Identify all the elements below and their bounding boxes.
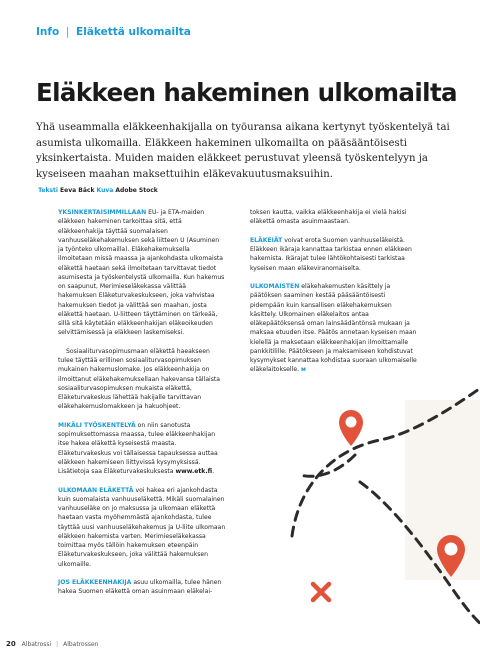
paragraph-rubric: ELÄKEIÄT [250, 236, 283, 244]
end-mark-icon: ᴍ [300, 366, 306, 374]
paragraph-text: Sosiaaliturvasopimusmaan eläkettä haeakseen tulee täyttää erillinen sosiaaliturvasopimuksen mukainen hakemuslomake. Jos eläkkeenhakija on ilmoittanut eläkehakemuksellaan hakevansa tällaista sosiaaliturvasopimuksen mukaista eläkettä, Eläketurvakeskus lähettää hakijalle tarvittavan eläkehakemuslomakkeen ja hakuohjeet. [58, 347, 221, 411]
credit-photo-source: Adobe Stock [115, 187, 158, 194]
paragraph-text: toksen kautta, vaikka eläkkeenhakija ei vielä hakisi eläkettä omasta asuinmaastaan. [250, 209, 407, 226]
lead-text: Yhä useammalla eläkkeenhakijalla on työuransa aikana kertynyt työskentelyä tai asumista ulkomailla. Eläkkeen hakeminen ulkomailta on pääsääntöisesti yksinkertaista. Muiden maiden eläkkeet perustuvat yleensä työskentelyyn ja kyseiseen maahan maksettuihin eläkevakuutusmaksuihin. [36, 122, 450, 180]
paragraph [58, 421, 226, 477]
location-pin-icon [437, 535, 465, 577]
paragraph-rubric: ULKOMAAN ELÄKETTÄ [58, 486, 134, 494]
article-column-right [250, 208, 418, 384]
magazine-name: Albatrossi [21, 641, 52, 648]
article-lead [36, 120, 456, 199]
paragraph [250, 208, 418, 227]
dashed-route-path-3 [300, 455, 355, 476]
page-footer [6, 640, 98, 648]
footer-separator: | [56, 641, 59, 648]
magazine-name-sv: Albatrossen [63, 641, 99, 648]
section-topic: Eläkettä ulkomailta [76, 26, 191, 38]
paragraph [250, 282, 418, 375]
paragraph-text: asuu ulkomailla, tulee hänen hakea Suomen eläkettä oman asuinmaan eläkelai- [58, 579, 222, 596]
credit-photo-label: Kuva [96, 187, 114, 194]
etk-link[interactable]: www.etk.fi [175, 468, 213, 475]
paragraph-text: voi hakea eri ajankohdasta kuin suomalaista vanhuuseläkettä. Mikäli suomalainen vanhuuseläke on jo maksussa ja ulkomaan eläkettä haetaan vasta myöhemmästä ajankohdasta, tulee täyttää uusi vanhuuseläkehakemus ja U-liite ulkomaan eläkkeen hakemista varten. Merimieseläkekassa toimittaa myös tällöin hakemuksen eteenpäin Eläketurvakeskukseen, joka välittää hakemuksen ulkomaille. [58, 486, 226, 568]
paragraph [58, 208, 226, 338]
credit-text-author: Eeva Bäck [60, 187, 95, 194]
paragraph-text: voivat erota Suomen vanhuuseläkeistä. Eläkkeen ikäraja kannattaa tarkistaa ennen eläkkeen hakemista. Ikärajat tulee lähtökohtaisesti tarkistaa kyseisen maan eläkeviranomaiselta. [250, 236, 412, 272]
location-pin-icon [339, 410, 363, 446]
section-label: Info [36, 26, 60, 38]
paragraph-text: eläkehakemusten käsittely ja päätöksen saaminen kestää pääsääntöisesti pidempään kuin kansallisen eläkehakemuksen käsittely. Ulkomainen eläkelaitos antaa eläkepäätöksensä oman lainsäädäntönsä mukaan ja maksaa etuuden itse. Päätös annetaan kyseisen maan kielellä ja maksetaan eläkkeenhakijan ilmoittamalle pankkitilille. Päätökseen ja maksamiseen kohdistuvat kysymykset kannattaa kohdistaa suoraan ulkomaiselle eläkelaitokselle. [250, 283, 417, 374]
map-paper-background [405, 400, 480, 580]
dashed-route-path-1 [292, 385, 480, 536]
article-column-left [58, 208, 226, 606]
paragraph-text: EU- ja ETA-maiden eläkkeen hakeminen tarkoittaa sitä, että eläkkeenhakija täyttää suomalaisen vanhuuseläkehakemuksen sekä liitteen U (Asuminen ja työnteko ulkomailla). Eläkehakemuksella ilmoitetaan missä maassa ja ajankohdasta ulkomaista eläkettä haetaan sekä ilmoitetaan tarvittavat tiedot asumisesta ja työskentelystä ulkomailla. Kun hakemus on saapunut, Merimieseläkekassa välittää hakemuksen Eläketurvakeskukseen, joka vahvistaa hakemuksen tiedot ja välittää sen maahan, josta eläkettä haetaan. U-liitteen täyttäminen on tärkeää, sillä sitä käytetään eläkkeenhakijan eläkeoikeuden selvittämisessä ja eläkkeen laskemiseksi. [58, 209, 225, 337]
paragraph [58, 486, 226, 569]
paragraph [250, 236, 418, 273]
x-marker-icon [313, 584, 329, 600]
paragraph [58, 347, 226, 412]
section-header [36, 26, 191, 38]
paragraph-text: on niin sanotusta sopimuksettomassa maassa, tulee eläkkeenhakijan itse hakea eläkettä kyseisestä maasta. Eläketurvakeskus voi tällaisessa tapauksessa auttaa eläkkeen hakemiseen liittyvissä kysymyksissä. Lisätietoja saa Eläketurvakeskuksesta [58, 421, 218, 475]
dashed-route-path-2 [360, 482, 480, 628]
paragraph [58, 578, 226, 597]
paragraph-rubric: ULKOMAISTEN [250, 283, 300, 290]
article-title: Eläkkeen hakeminen ulkomailta [36, 78, 457, 107]
paragraph-rubric: JOS ELÄKKEENHAKIJA [58, 579, 132, 586]
section-separator: | [65, 26, 70, 38]
page-number: 20 [6, 640, 16, 648]
article-credits [36, 187, 158, 194]
paragraph-rubric: YKSINKERTAISIMMILLAAN [58, 209, 147, 216]
paragraph-end: . [212, 468, 215, 475]
credit-text-label: Teksti [38, 187, 58, 194]
paragraph-rubric: MIKÄLI TYÖSKENTELYÄ [58, 421, 136, 429]
